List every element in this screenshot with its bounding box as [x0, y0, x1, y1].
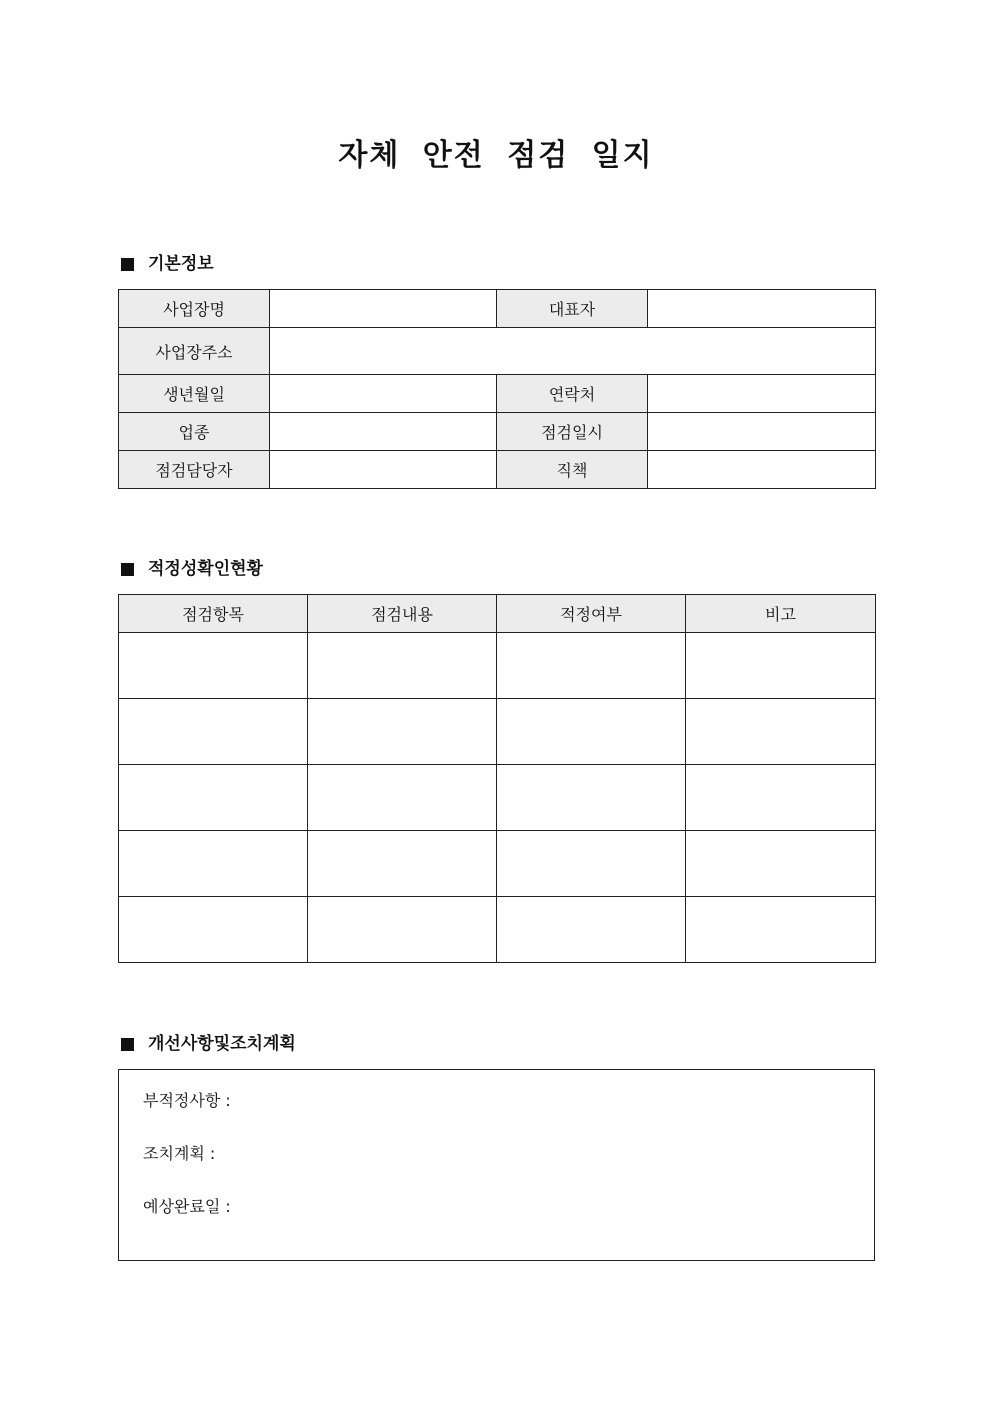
label-contact: 연락처: [497, 375, 648, 413]
table-cell[interactable]: [497, 831, 686, 897]
label-business-name: 사업장명: [119, 290, 270, 328]
label-inspection-datetime: 점검일시: [497, 413, 648, 451]
table-cell[interactable]: [497, 699, 686, 765]
label-representative: 대표자: [497, 290, 648, 328]
section-heading-suitability: [119, 557, 263, 581]
table-row: [119, 451, 876, 489]
table-row: [119, 328, 876, 375]
label-inspector: 점검담당자: [119, 451, 270, 489]
table-cell[interactable]: [497, 897, 686, 963]
table-row: [119, 897, 876, 963]
section-heading-text: 개선사항및조치계획: [148, 1034, 296, 1054]
table-cell[interactable]: [119, 897, 308, 963]
table-cell[interactable]: [686, 897, 876, 963]
table-cell[interactable]: [497, 633, 686, 699]
column-header-inspection-item: 점검항목: [119, 595, 308, 633]
label-industry: 업종: [119, 413, 270, 451]
field-position[interactable]: [648, 451, 876, 489]
table-cell[interactable]: [308, 831, 497, 897]
table-cell[interactable]: [119, 831, 308, 897]
section-heading-improvement: [119, 1032, 296, 1056]
expected-completion-line: 예상완료일 :: [143, 1197, 231, 1216]
label-position: 직책: [497, 451, 648, 489]
column-header-suitability: 적정여부: [497, 595, 686, 633]
black-square-icon: [121, 563, 134, 576]
nonconformity-line: 부적정사항 :: [143, 1091, 231, 1110]
table-cell[interactable]: [119, 699, 308, 765]
page-title: 자체 안전 점검 일지: [338, 138, 654, 173]
field-representative[interactable]: [648, 290, 876, 328]
table-cell[interactable]: [686, 765, 876, 831]
section-heading-basic-info: [119, 252, 214, 276]
section-heading-text: 적정성확인현황: [148, 559, 263, 579]
field-business-name[interactable]: [270, 290, 497, 328]
black-square-icon: [121, 258, 134, 271]
suitability-table: [118, 594, 876, 963]
field-inspection-datetime[interactable]: [648, 413, 876, 451]
black-square-icon: [121, 1038, 134, 1051]
table-cell[interactable]: [686, 831, 876, 897]
field-inspector[interactable]: [270, 451, 497, 489]
column-header-inspection-content: 점검내용: [308, 595, 497, 633]
table-cell[interactable]: [308, 897, 497, 963]
field-birth-date[interactable]: [270, 375, 497, 413]
label-birth-date: 생년월일: [119, 375, 270, 413]
improvement-box[interactable]: [118, 1069, 875, 1261]
column-header-remarks: 비고: [686, 595, 876, 633]
action-plan-line: 조치계획 :: [143, 1144, 216, 1163]
label-business-address: 사업장주소: [119, 328, 270, 375]
basic-info-table: [118, 289, 876, 489]
table-cell[interactable]: [308, 765, 497, 831]
table-row: [119, 699, 876, 765]
table-cell[interactable]: [308, 699, 497, 765]
table-cell[interactable]: [686, 699, 876, 765]
field-business-address[interactable]: [270, 328, 876, 375]
table-cell[interactable]: [119, 765, 308, 831]
table-cell[interactable]: [119, 633, 308, 699]
table-row: [119, 765, 876, 831]
section-heading-text: 기본정보: [148, 254, 214, 274]
table-cell[interactable]: [497, 765, 686, 831]
table-row: [119, 375, 876, 413]
field-industry[interactable]: [270, 413, 497, 451]
table-row: [119, 633, 876, 699]
table-row: [119, 290, 876, 328]
table-cell[interactable]: [308, 633, 497, 699]
table-row: [119, 831, 876, 897]
table-cell[interactable]: [686, 633, 876, 699]
table-header-row: [119, 595, 876, 633]
table-row: [119, 413, 876, 451]
field-contact[interactable]: [648, 375, 876, 413]
